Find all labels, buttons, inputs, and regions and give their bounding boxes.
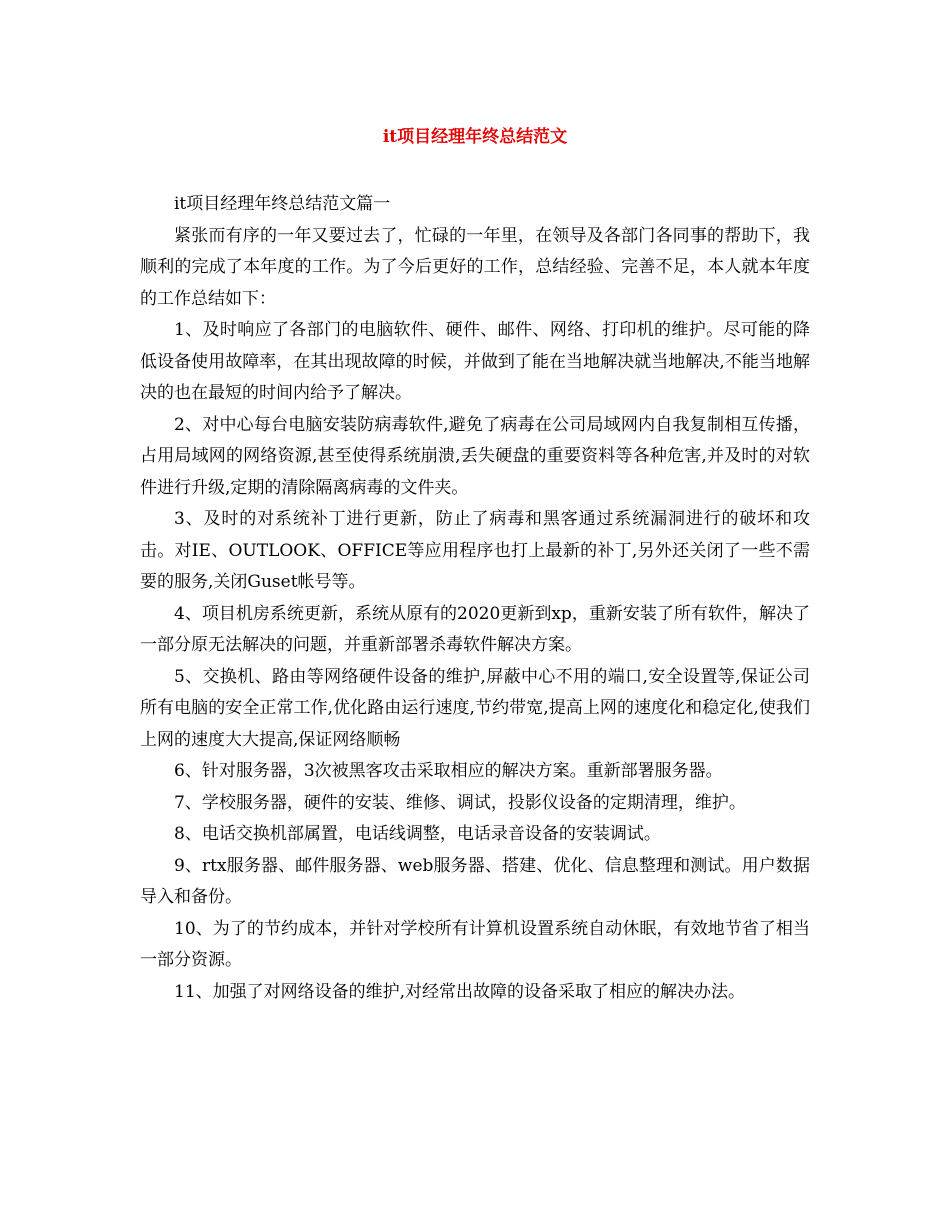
section-heading: it项目经理年终总结范文篇一 — [174, 194, 391, 214]
item-paragraph-7: 7、学校服务器，硬件的安装、维修、调试，投影仪设备的定期清理，维护。 — [174, 792, 746, 813]
item-paragraph-6: 6、针对服务器，3次被黑客攻击采取相应的解决方案。重新部署服务器。 — [174, 761, 723, 781]
item-paragraph-3: 3、及时的对系统补丁进行更新，防止了病毒和黑客通过系统漏洞进行的破坏和攻击。对IE、OUTLOOK、OFFICE等应用程序也打上最新的补丁,另外还关闭了一些不需要的服务,关闭Guset帐号等。 — [140, 509, 810, 592]
item-paragraph-1: 1、及时响应了各部门的电脑软件、硬件、邮件、网络、打印机的维护。尽可能的降低设备使用故障率，在其出现故障的时候，并做到了能在当地解决就当地解决,不能当地解决的也在最短的时间内给予了解决。 — [140, 320, 810, 403]
item-paragraph-9: 9、rtx服务器、邮件服务器、web服务器、搭建、优化、信息整理和测试。用户数据导入和备份。 — [140, 855, 810, 907]
item-paragraph-11: 11、加强了对网络设备的维护,对经常出故障的设备采取了相应的解决办法。 — [174, 981, 746, 1002]
document-title: it项目经理年终总结范文 — [382, 127, 568, 147]
item-paragraph-4: 4、项目机房系统更新，系统从原有的2020更新到xp，重新安装了所有软件，解决了一部分原无法解决的问题，并重新部署杀毒软件解决方案。 — [140, 603, 810, 655]
item-paragraph-5: 5、交换机、路由等网络硬件设备的维护,屏蔽中心不用的端口,安全设置等,保证公司所有电脑的安全正常工作,优化路由运行速度,节约带宽,提高上网的速度化和稳定化,使我们上网的速度大大提高,保证网络顺畅 — [140, 666, 810, 750]
item-paragraph-10: 10、为了的节约成本，并针对学校所有计算机设置系统自动休眠，有效地节省了相当一部分资源。 — [140, 918, 810, 970]
item-paragraph-2: 2、对中心每台电脑安装防病毒软件,避免了病毒在公司局域网内自我复制相互传播，占用局域网的网络资源,甚至使得系统崩溃,丢失硬盘的重要资料等各种危害,并及时的对软件进行升级,定期的清除隔离病毒的文件夹。 — [140, 414, 810, 498]
item-paragraph-8: 8、电话交换机部属置，电话线调整，电话录音设备的安装调试。 — [174, 824, 661, 844]
document-body — [140, 189, 810, 1008]
intro-paragraph: 紧张而有序的一年又要过去了，忙碌的一年里，在领导及各部门各同事的帮助下，我顺利的完成了本年度的工作。为了今后更好的工作，总结经验、完善不足，本人就本年度的工作总结如下： — [140, 225, 810, 309]
